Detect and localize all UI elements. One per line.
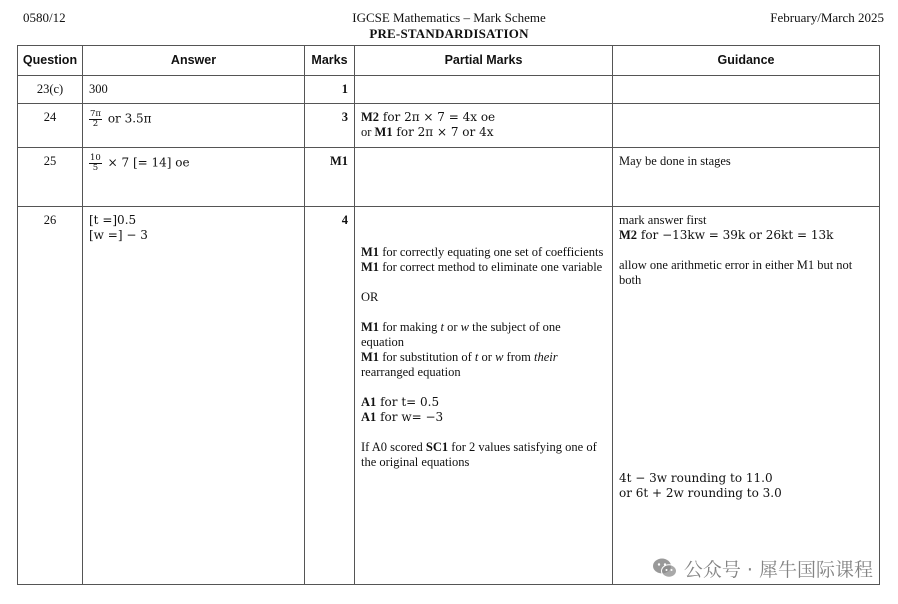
answer-cell: $\frac{10}{5}$ × 7 [= 14] oe [83,148,305,207]
exam-session: February/March 2025 [770,10,884,25]
answer-cell: $\frac{7\pi}{2}$ or 3.5π [83,104,305,148]
col-header-answer: Answer [83,46,305,76]
table-header-row [18,46,880,76]
col-header-marks: Marks [305,46,355,76]
table-row [18,207,880,585]
watermark-text: 公众号 · 犀牛国际课程 [683,558,873,581]
guidance-cell [613,76,880,104]
paper-code: 0580/12 [23,10,66,25]
table-row [18,148,880,207]
question-number: 24 [18,104,83,148]
document-subtitle: PRE-STANDARDISATION [369,26,529,41]
partial-marks-cell: M1 for correctly equating one set of coefficients M1 for correct method to eliminate one variable OR M1 for making t or w the subject of one equation M1 for substitution of t or w from their rearranged equation A1 for t= 0.5 A1 for w= −3 If A0 scored SC1 for 2 values satisfying one of the original equations [355,207,613,585]
table-row [18,76,880,104]
question-number: 23(c) [18,76,83,104]
partial-marks-cell [355,76,613,104]
answer-fraction: $\frac{7\pi}{2}$ [90,109,101,129]
guidance-cell: mark answer first M2 for −13kw = 39k or 26kt = 13k allow one arithmetic error in either M1 but not both 4t − 3w rounding to 11.0 or 6t + 2w rounding to 3.0 [613,207,880,585]
question-number: 25 [18,148,83,207]
col-header-question: Question [18,46,83,76]
marks-cell: 3 [305,104,355,148]
question-number: 26 [18,207,83,585]
table-row [18,104,880,148]
watermark [652,555,873,581]
partial-marks-cell: M2 for 2π × 7 = 4x oe or M1 for 2π × 7 or 4x [355,104,613,148]
answer-cell: [t =]0.5 [w =] − 3 [83,207,305,585]
mark-scheme-table [17,45,880,585]
answer-fraction: $\frac{10}{5}$ [90,153,101,173]
document-title: IGCSE Mathematics – Mark Scheme [352,10,546,25]
marks-cell: 1 [305,76,355,104]
marks-cell: 4 [305,207,355,585]
guidance-cell [613,104,880,148]
guidance-cell: May be done in stages [613,148,880,207]
col-header-guidance: Guidance [613,46,880,76]
wechat-icon [652,557,678,579]
partial-marks-cell [355,148,613,207]
document-header [0,10,898,42]
marks-cell: M1 [305,148,355,207]
answer-cell: 300 [83,76,305,104]
col-header-partial-marks: Partial Marks [355,46,613,76]
